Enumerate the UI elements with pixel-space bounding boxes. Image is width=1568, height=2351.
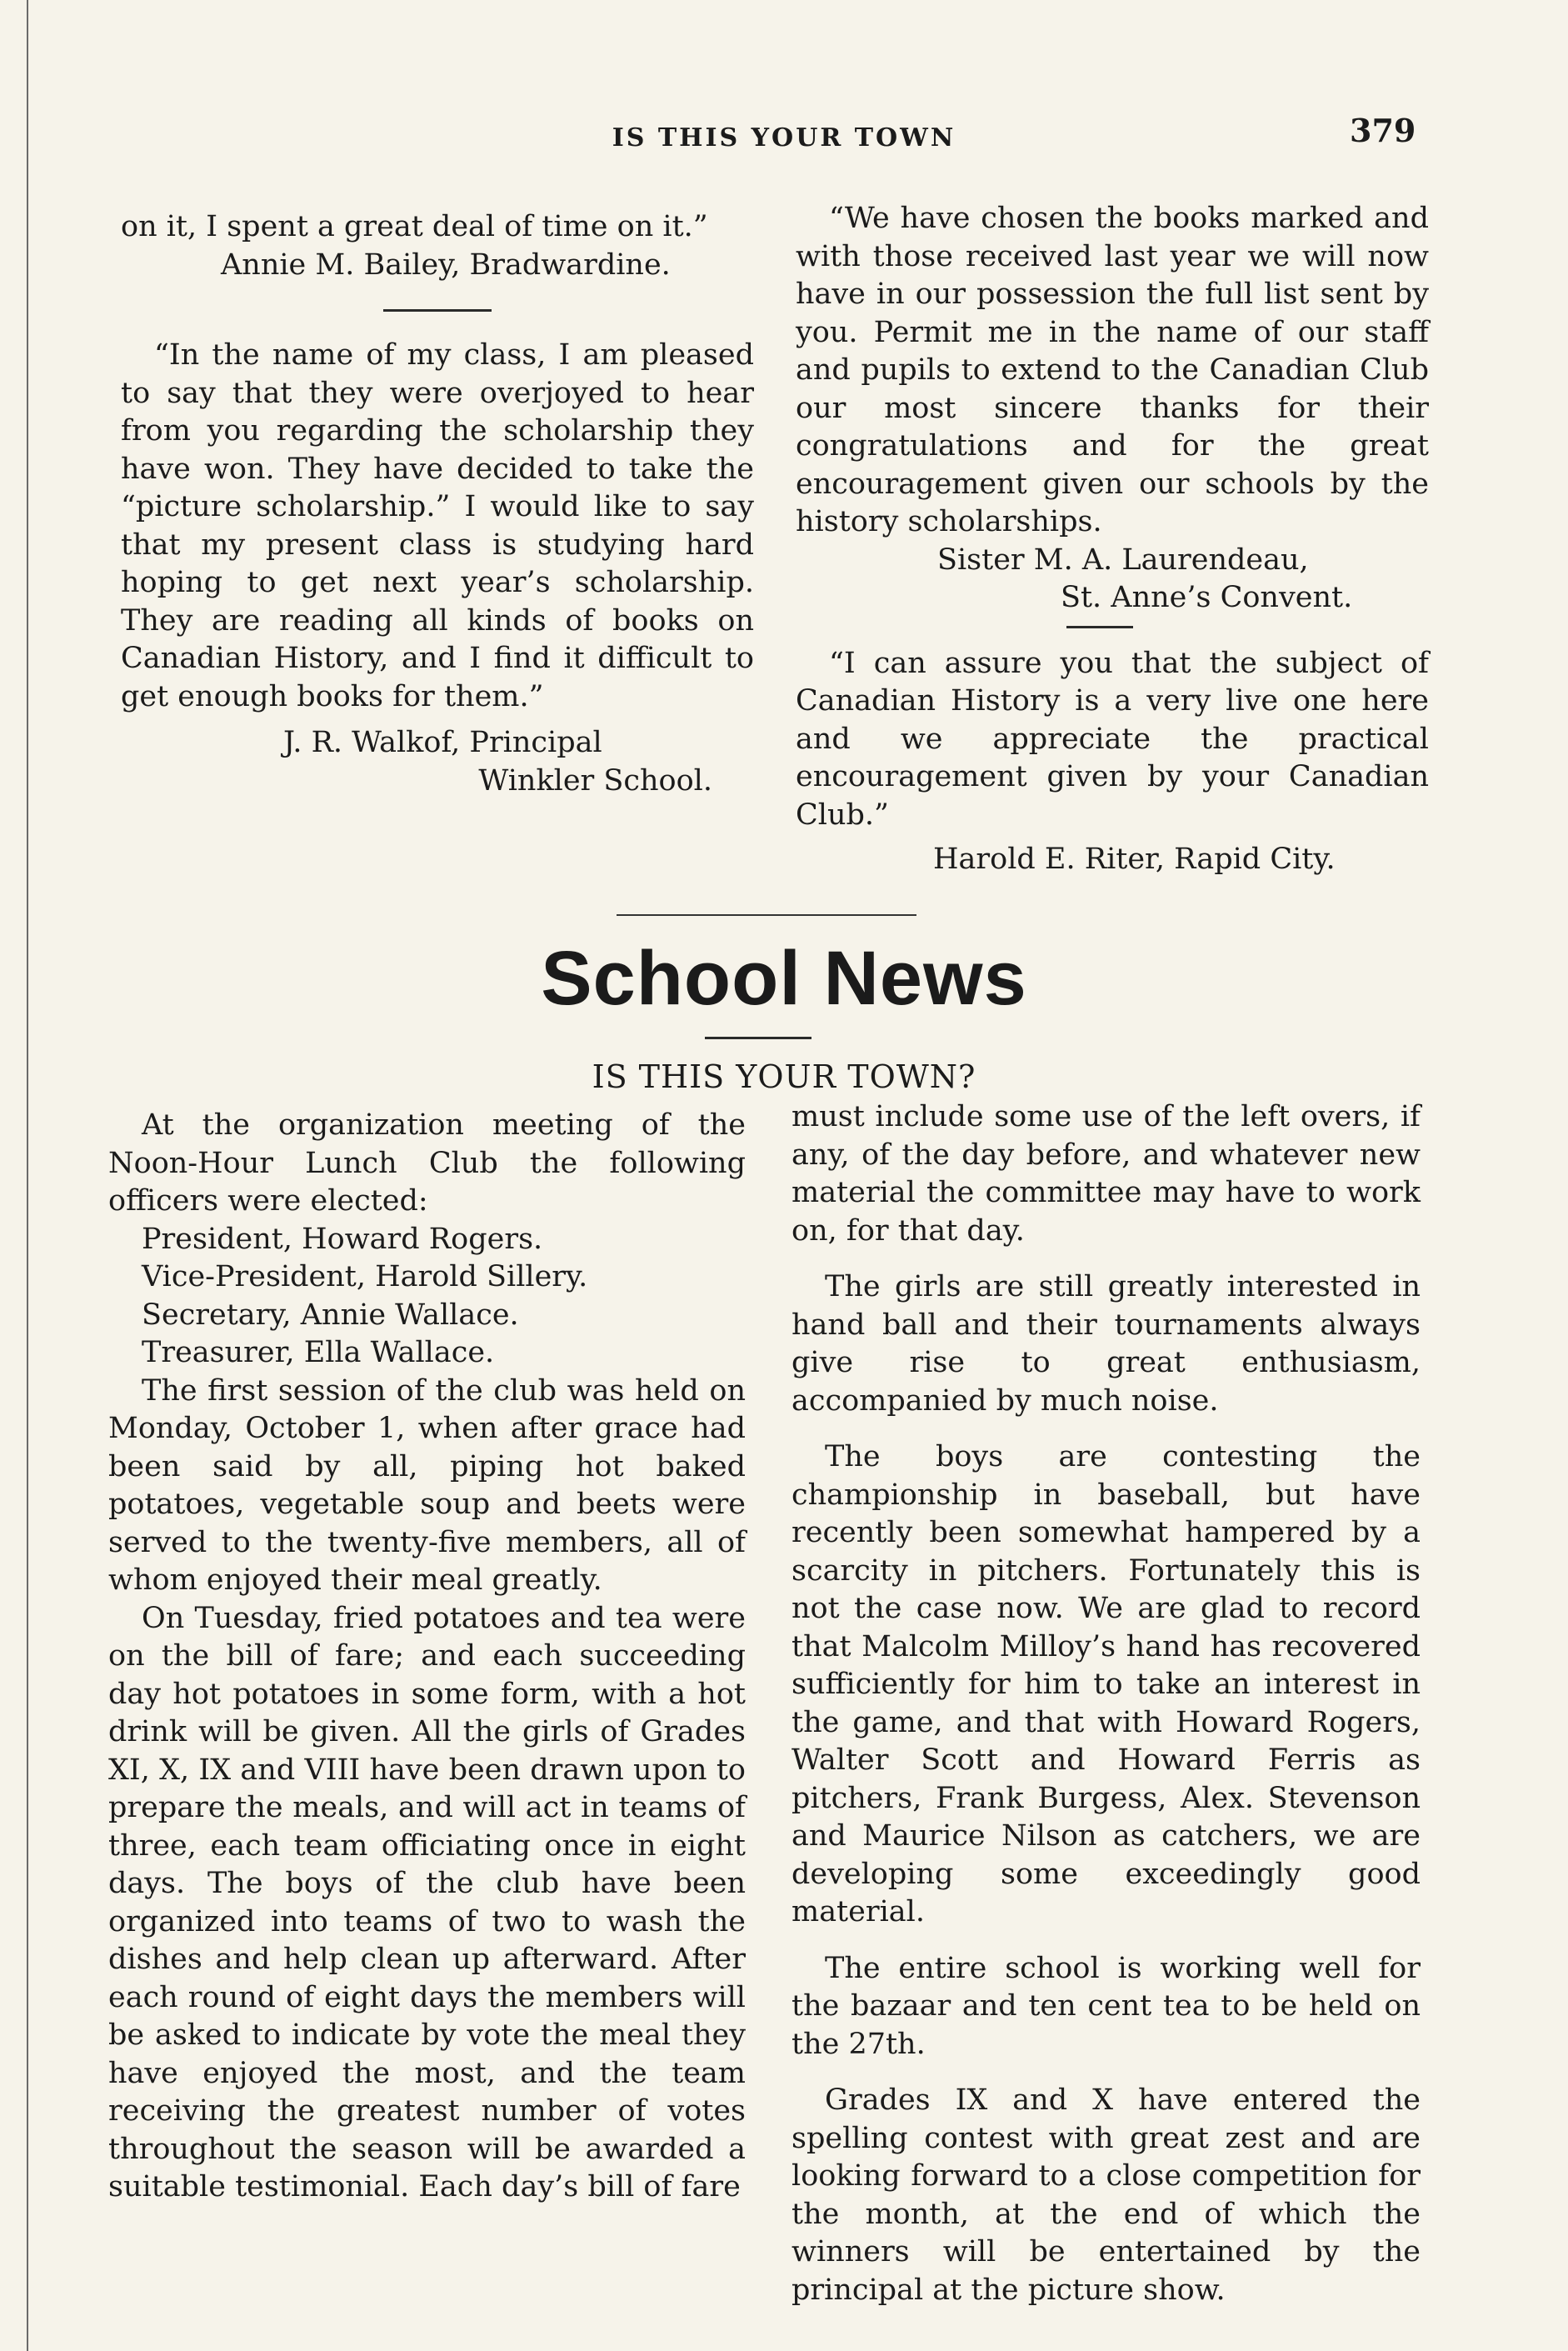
separator-rule: [1066, 626, 1133, 628]
letter-signature-name: Sister M. A. Laurendeau,: [937, 543, 1309, 577]
letters-left-column: [121, 208, 754, 800]
section-title: School News: [541, 936, 1027, 1021]
running-header: IS THIS YOUR TOWN: [612, 123, 956, 153]
page-number: 379: [1350, 112, 1416, 149]
news-paragraph: must include some use of the left overs, if any, of the day before, and whatever new material the committee may have to work on, for that day.: [791, 1100, 1421, 1248]
letter-signature-place: St. Anne’s Convent.: [1061, 581, 1353, 614]
officers-list: [108, 1221, 746, 1373]
news-paragraph: Grades IX and X have entered the spelling contest with great zest and are looking forward to a close competition for the month, at the end of which the winners will be entertained by the principal at the picture show.: [791, 2083, 1421, 2307]
letter-text: on it, I spent a great deal of time on it.”: [121, 210, 708, 243]
letter-signature: Harold E. Riter, Rapid City.: [933, 843, 1336, 876]
letter-text: “In the name of my class, I am pleased to say that they were overjoyed to hear from you regarding the scholarship they have won. They have decided to take the “picture scholarship.” I would like to say that my present class is studying hard hoping to get next year’s scholarship. They are reading all kinds of books on Canadian History, and I find it difficult to get enough books for them.”: [121, 338, 754, 713]
officer-item: President, Howard Rogers.: [142, 1222, 543, 1256]
letter-signature: Annie M. Bailey, Bradwardine.: [221, 248, 671, 282]
news-paragraph: The boys are contesting the championship in baseball, but have recently been somewhat hampered by a scarcity in pitchers. Fortunately this is not the case now. We are glad to record that Malcolm Milloy’s hand has recovered sufficiently for him to take an interest in the game, and that with Howard Rogers, Walter Scott and Howard Ferris as pitchers, Frank Burgess, Alex. Stevenson and Maurice Nilson as catchers, we are developing some exceedingly good material.: [791, 1440, 1421, 1928]
officer-item: Secretary, Annie Wallace.: [142, 1298, 519, 1332]
letter-signature-name: J. R. Walkof, Principal: [283, 726, 602, 759]
section-subtitle: IS THIS YOUR TOWN?: [592, 1058, 976, 1095]
letter-signature-place: Winkler School.: [478, 763, 712, 798]
letter-text: “We have chosen the books marked and with those received last year we will now have in our possession the full list sent by you. Permit me in the name of our staff and pupils to extend to the Canadian Club our most sincere thanks for their congratulations and for the great encouragement given our schools by the history scholarships.: [796, 202, 1429, 538]
news-paragraph: At the organization meeting of the Noon-Hour Lunch Club the following officers were elected:: [108, 1108, 746, 1218]
news-paragraph: The first session of the club was held on Monday, October 1, when after grace had been said by all, piping hot baked potatoes, vegetable soup and beets were served to the twenty-five members, all of whom enjoyed their meal greatly.: [108, 1373, 746, 1597]
officer-item: Treasurer, Ella Wallace.: [142, 1336, 495, 1369]
letters-right-column: [796, 200, 1429, 879]
officer-item: Vice-President, Harold Sillery.: [142, 1260, 588, 1293]
page-edge-rule: [27, 0, 28, 2351]
news-right-column: [791, 1098, 1421, 2309]
separator-rule: [383, 309, 492, 312]
news-paragraph: The entire school is working well for the bazaar and ten cent tea to be held on the 27th.: [791, 1951, 1421, 2061]
news-paragraph: The girls are still greatly interested in hand ball and their tournaments always give rise to great enthusiasm, accompanied by much noise.: [791, 1270, 1421, 1418]
section-divider: [617, 914, 916, 916]
news-left-column: [108, 1107, 746, 2207]
letter-text: “I can assure you that the subject of Canadian History is a very live one here and we appreciate the practical encouragement given by your Canadian Club.”: [796, 646, 1429, 832]
title-underline: [705, 1037, 811, 1039]
news-paragraph: On Tuesday, fried potatoes and tea were on the bill of fare; and each succeeding day hot potatoes in some form, with a hot drink will be given. All the girls of Grades XI, X, IX and VIII have been drawn upon to prepare the meals, and will act in teams of three, each team officiating once in eight days. The boys of the club have been organized into teams of two to wash the dishes and help clean up afterward. After each round of eight days the members will be asked to indicate by vote the meal they have enjoyed the most, and the team receiving the greatest number of votes throughout the season will be awarded a suitable testimonial. Each day’s bill of fare: [108, 1601, 746, 2203]
